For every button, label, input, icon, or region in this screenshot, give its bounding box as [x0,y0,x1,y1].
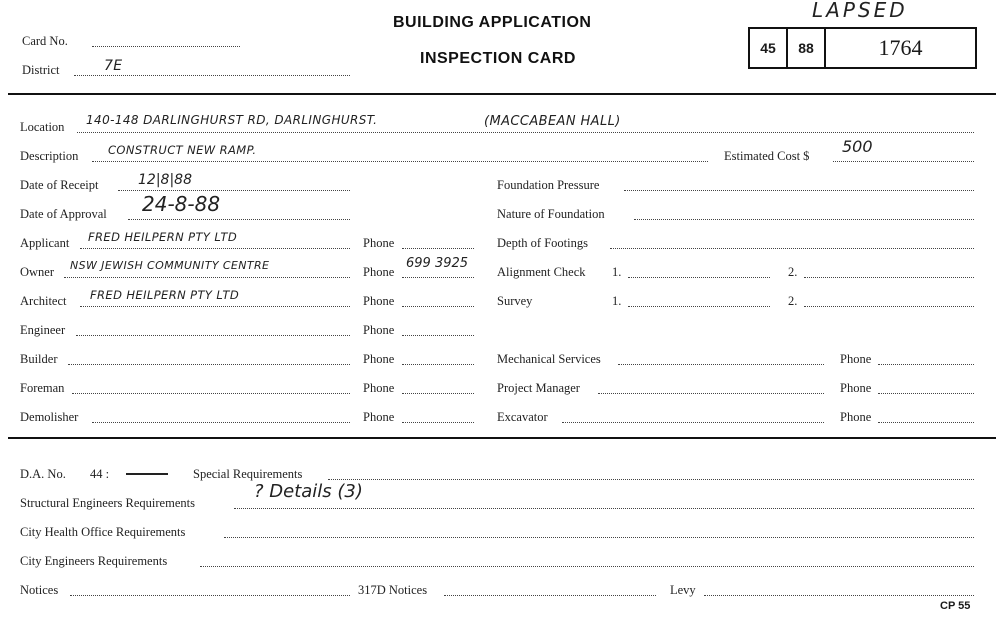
engineer-phone-field[interactable] [402,335,474,336]
foreman-phone-label: Phone [363,381,395,395]
foreman-phone-field[interactable] [402,393,474,394]
alignment-check-field-2[interactable] [804,277,974,278]
date-of-receipt-value: 12|8|88 [138,172,192,188]
nature-of-foundation-label: Nature of Foundation [497,207,605,221]
da-no-dash [126,473,168,475]
special-requirements-label: Special Requirements [193,467,303,481]
excavator-phone-field[interactable] [878,422,974,423]
estimated-cost-label: Estimated Cost $ [724,149,810,163]
date-of-approval-label: Date of Approval [20,207,107,221]
mechanical-services-phone-label: Phone [840,352,872,366]
structural-engineers-label: Structural Engineers Requirements [20,496,195,510]
foundation-pressure-field[interactable] [624,190,974,191]
project-manager-phone-field[interactable] [878,393,974,394]
da-no-value: 44 : [90,467,110,481]
depth-of-footings-label: Depth of Footings [497,236,588,250]
engineer-label: Engineer [20,323,66,337]
city-engineers-label: City Engineers Requirements [20,554,168,568]
architect-phone-field[interactable] [402,306,474,307]
alignment-check-field-1[interactable] [628,277,770,278]
card-no-field[interactable] [92,46,240,47]
notices-317d-field[interactable] [444,595,656,596]
builder-label: Builder [20,352,58,366]
mechanical-services-phone-field[interactable] [878,364,974,365]
date-of-receipt-field[interactable] [118,190,350,191]
builder-phone-label: Phone [363,352,395,366]
applicant-phone-label: Phone [363,236,395,250]
applicant-label: Applicant [20,236,70,250]
header-divider [8,93,996,95]
owner-phone-label: Phone [363,265,395,279]
estimated-cost-field[interactable] [833,161,974,162]
foreman-field[interactable] [72,393,350,394]
district-value: 7E [104,58,123,74]
structural-engineers-value: ? Details (3) [254,481,363,502]
description-value: CONSTRUCT NEW RAMP. [108,143,257,157]
ref-district-cell: 45 [750,29,788,67]
survey-num-2: 2. [788,294,798,308]
project-manager-phone-label: Phone [840,381,872,395]
location-value: 140-148 DARLINGHURST RD, DARLINGHURST. [86,113,378,127]
structural-engineers-field[interactable] [234,508,974,509]
excavator-field[interactable] [562,422,824,423]
survey-field-2[interactable] [804,306,974,307]
owner-value: NSW JEWISH COMMUNITY CENTRE [70,259,270,272]
notices-field[interactable] [70,595,350,596]
survey-num-1: 1. [612,294,622,308]
architect-value: FRED HEILPERN PTY LTD [90,288,240,302]
special-requirements-field[interactable] [328,479,974,480]
excavator-label: Excavator [497,410,548,424]
builder-phone-field[interactable] [402,364,474,365]
ref-year-cell: 88 [788,29,826,67]
date-of-approval-value: 24-8-88 [142,192,221,216]
project-manager-label: Project Manager [497,381,580,395]
date-of-approval-field[interactable] [128,219,350,220]
lapsed-stamp: LAPSED [812,0,908,22]
levy-field[interactable] [704,595,974,596]
estimated-cost-value: 500 [842,137,873,156]
city-health-label: City Health Office Requirements [20,525,186,539]
district-field[interactable] [74,75,350,76]
owner-field[interactable] [64,277,350,278]
engineer-field[interactable] [76,335,350,336]
alignment-check-num-1: 1. [612,265,622,279]
applicant-phone-field[interactable] [402,248,474,249]
mechanical-services-field[interactable] [618,364,824,365]
alignment-check-num-2: 2. [788,265,798,279]
city-engineers-field[interactable] [200,566,974,567]
foundation-pressure-label: Foundation Pressure [497,178,600,192]
date-of-receipt-label: Date of Receipt [20,178,99,192]
owner-phone-field[interactable] [402,277,474,278]
applicant-field[interactable] [80,248,350,249]
form-code: CP 55 [940,600,971,612]
city-health-field[interactable] [224,537,974,538]
card-no-label: Card No. [22,34,68,48]
da-no-label: D.A. No. [20,467,66,481]
section-divider [8,437,996,439]
location-note: (MACCABEAN HALL) [484,114,621,129]
applicant-value: FRED HEILPERN PTY LTD [88,230,238,244]
description-field[interactable] [92,161,708,162]
depth-of-footings-field[interactable] [610,248,974,249]
owner-phone-value: 699 3925 [406,256,469,271]
reference-box [748,27,977,69]
title-line-2: INSPECTION CARD [420,50,576,67]
notices-317d-label: 317D Notices [358,583,428,597]
architect-field[interactable] [80,306,350,307]
location-label: Location [20,120,65,134]
excavator-phone-label: Phone [840,410,872,424]
demolisher-label: Demolisher [20,410,79,424]
demolisher-phone-field[interactable] [402,422,474,423]
architect-label: Architect [20,294,67,308]
engineer-phone-label: Phone [363,323,395,337]
survey-field-1[interactable] [628,306,770,307]
demolisher-field[interactable] [92,422,350,423]
nature-of-foundation-field[interactable] [634,219,974,220]
mechanical-services-label: Mechanical Services [497,352,601,366]
foreman-label: Foreman [20,381,65,395]
title-line-1: BUILDING APPLICATION [393,14,592,31]
district-label: District [22,63,60,77]
survey-label: Survey [497,294,533,308]
demolisher-phone-label: Phone [363,410,395,424]
project-manager-field[interactable] [598,393,824,394]
levy-label: Levy [670,583,696,597]
ref-number-cell: 1764 [878,35,923,60]
builder-field[interactable] [68,364,350,365]
owner-label: Owner [20,265,55,279]
architect-phone-label: Phone [363,294,395,308]
alignment-check-label: Alignment Check [497,265,586,279]
description-label: Description [20,149,79,163]
location-field[interactable] [77,132,974,133]
notices-label: Notices [20,583,59,597]
